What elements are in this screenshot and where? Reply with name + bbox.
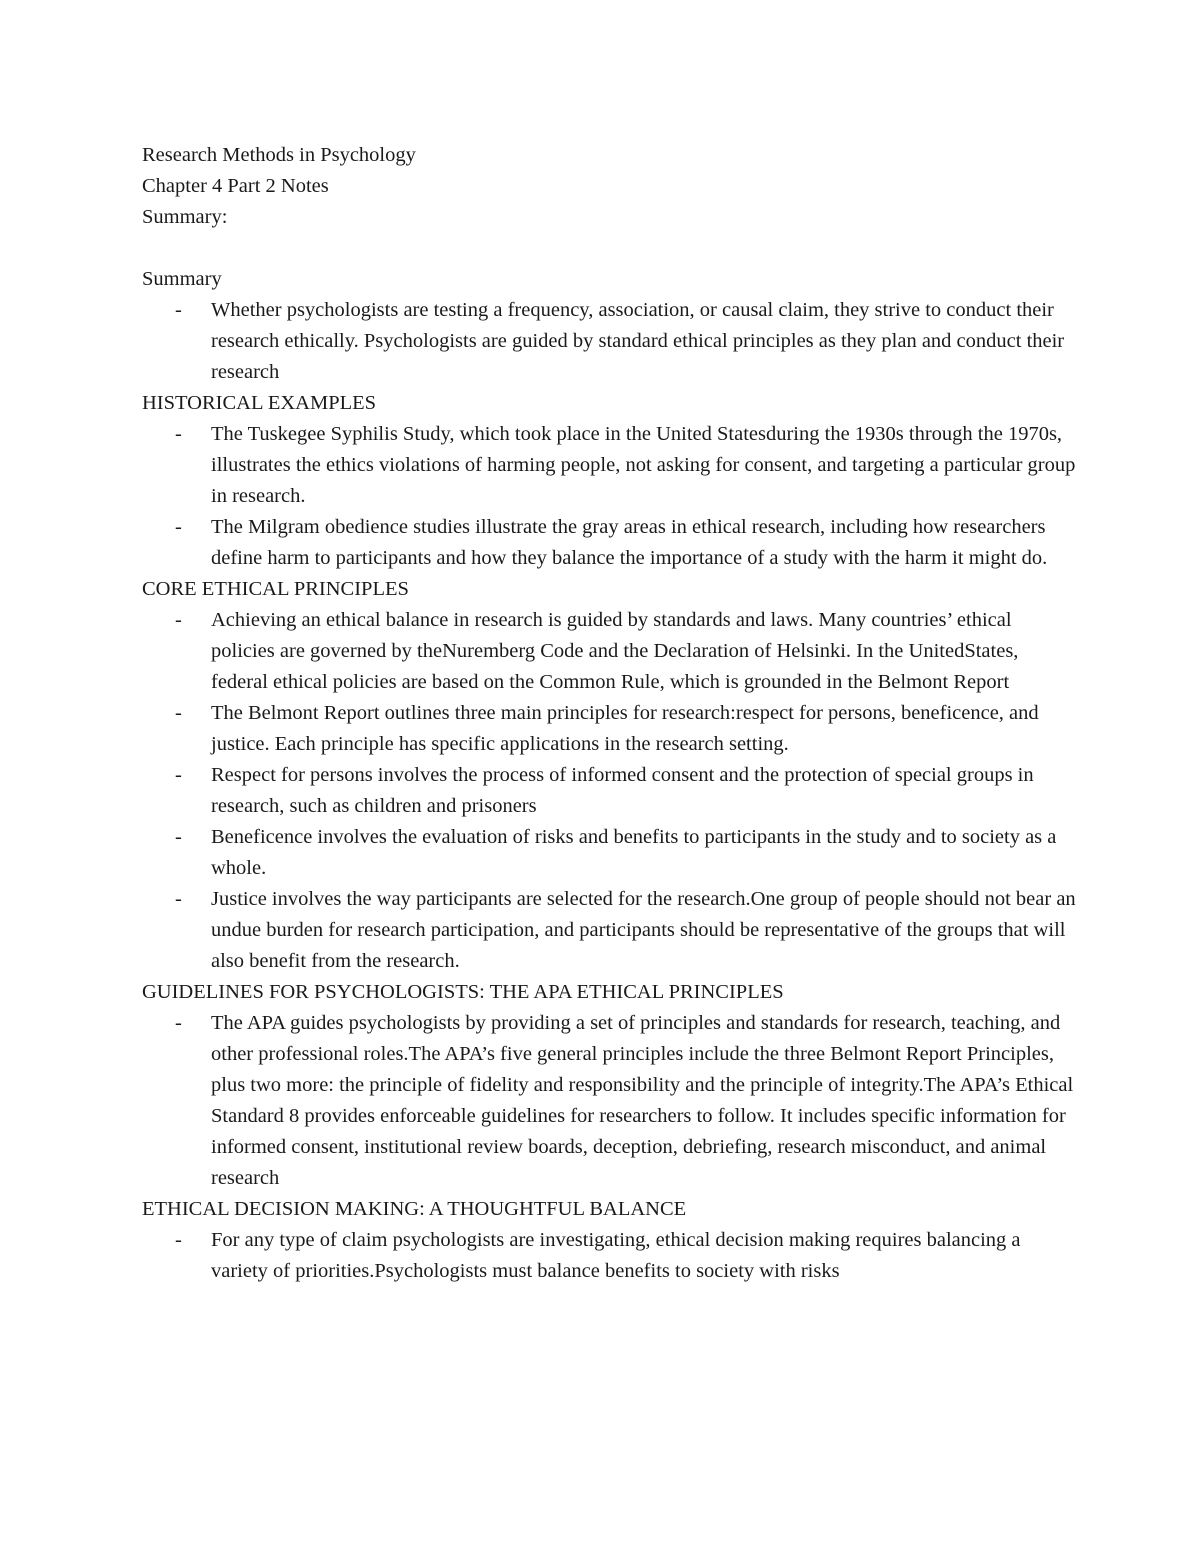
section-heading: GUIDELINES FOR PSYCHOLOGISTS: THE APA ETHICAL PRINCIPLES [142,981,784,1003]
chapter-title: Chapter 4 Part 2 Notes [142,175,329,197]
list-item [142,295,1077,388]
list-item [142,1008,1077,1194]
dash-bullet: - [175,423,182,445]
list-item [142,1225,1077,1287]
list-item-text: The Tuskegee Syphilis Study, which took place in the United Statesduring the 1930s through the 1970s, illustrates the ethics violations of harming people, not asking for consent, and targeting a particular group in research. [211,423,1076,507]
list-item-text: The APA guides psychologists by providing a set of principles and standards for research, teaching, and other professional roles.The APA’s five general principles include the three Belmont Report Principles, plus two more: the principle of fidelity and responsibility and the principle of integrity.The APA’s Ethical Standard 8 provides enforceable guidelines for researchers to follow. It includes specific information for informed consent, institutional review boards, deception, debriefing, research misconduct, and animal research [211,1012,1074,1189]
list-item-text: Justice involves the way participants are selected for the research.One group of people should not bear an undue burden for research participation, and participants should be representative of the groups that will also benefit from the research. [211,888,1076,972]
dash-bullet: - [175,764,182,786]
list-item [142,822,1077,884]
list-item [142,605,1077,698]
list-item [142,698,1077,760]
list-item [142,884,1077,977]
document-page [142,140,1077,1287]
list-item-text: Respect for persons involves the process of informed consent and the protection of special groups in research, such as children and prisoners [211,764,1034,817]
course-title: Research Methods in Psychology [142,144,416,166]
section-heading: HISTORICAL EXAMPLES [142,392,377,414]
bullet-list [142,295,1077,388]
list-item-text: The Milgram obedience studies illustrate the gray areas in ethical research, including how researchers define harm to participants and how they balance the importance of a study with the harm it might do. [211,516,1048,569]
dash-bullet: - [175,1229,182,1251]
notes-section [142,977,1077,1194]
list-item [142,760,1077,822]
dash-bullet: - [175,888,182,910]
list-item [142,419,1077,512]
bullet-list [142,605,1077,977]
blank-line [142,233,1077,264]
dash-bullet: - [175,826,182,848]
notes-section [142,574,1077,977]
notes-body [142,264,1077,1287]
dash-bullet: - [175,609,182,631]
section-heading: ETHICAL DECISION MAKING: A THOUGHTFUL BALANCE [142,1198,687,1220]
bullet-list [142,419,1077,574]
summary-label: Summary: [142,206,228,228]
list-item-text: Beneficence involves the evaluation of risks and benefits to participants in the study and to society as a whole. [211,826,1057,879]
notes-section [142,264,1077,388]
section-heading: CORE ETHICAL PRINCIPLES [142,578,409,600]
dash-bullet: - [175,516,182,538]
list-item-text: For any type of claim psychologists are investigating, ethical decision making requires balancing a variety of priorities.Psychologists must balance benefits to society with risks [211,1229,1021,1282]
dash-bullet: - [175,1012,182,1034]
list-item-text: The Belmont Report outlines three main principles for research:respect for persons, beneficence, and justice. Each principle has specific applications in the research setting. [211,702,1039,755]
bullet-list [142,1225,1077,1287]
list-item-text: Whether psychologists are testing a frequency, association, or causal claim, they strive to conduct their research ethically. Psychologists are guided by standard ethical principles as they plan and conduct their research [211,299,1065,383]
dash-bullet: - [175,702,182,724]
notes-section [142,1194,1077,1287]
notes-section [142,388,1077,574]
list-item [142,512,1077,574]
dash-bullet: - [175,299,182,321]
bullet-list [142,1008,1077,1194]
list-item-text: Achieving an ethical balance in research is guided by standards and laws. Many countries’ ethical policies are governed by theNuremberg Code and the Declaration of Helsinki. In the UnitedStates, federal ethical policies are based on the Common Rule, which is grounded in the Belmont Report [211,609,1019,693]
section-heading: Summary [142,268,222,290]
